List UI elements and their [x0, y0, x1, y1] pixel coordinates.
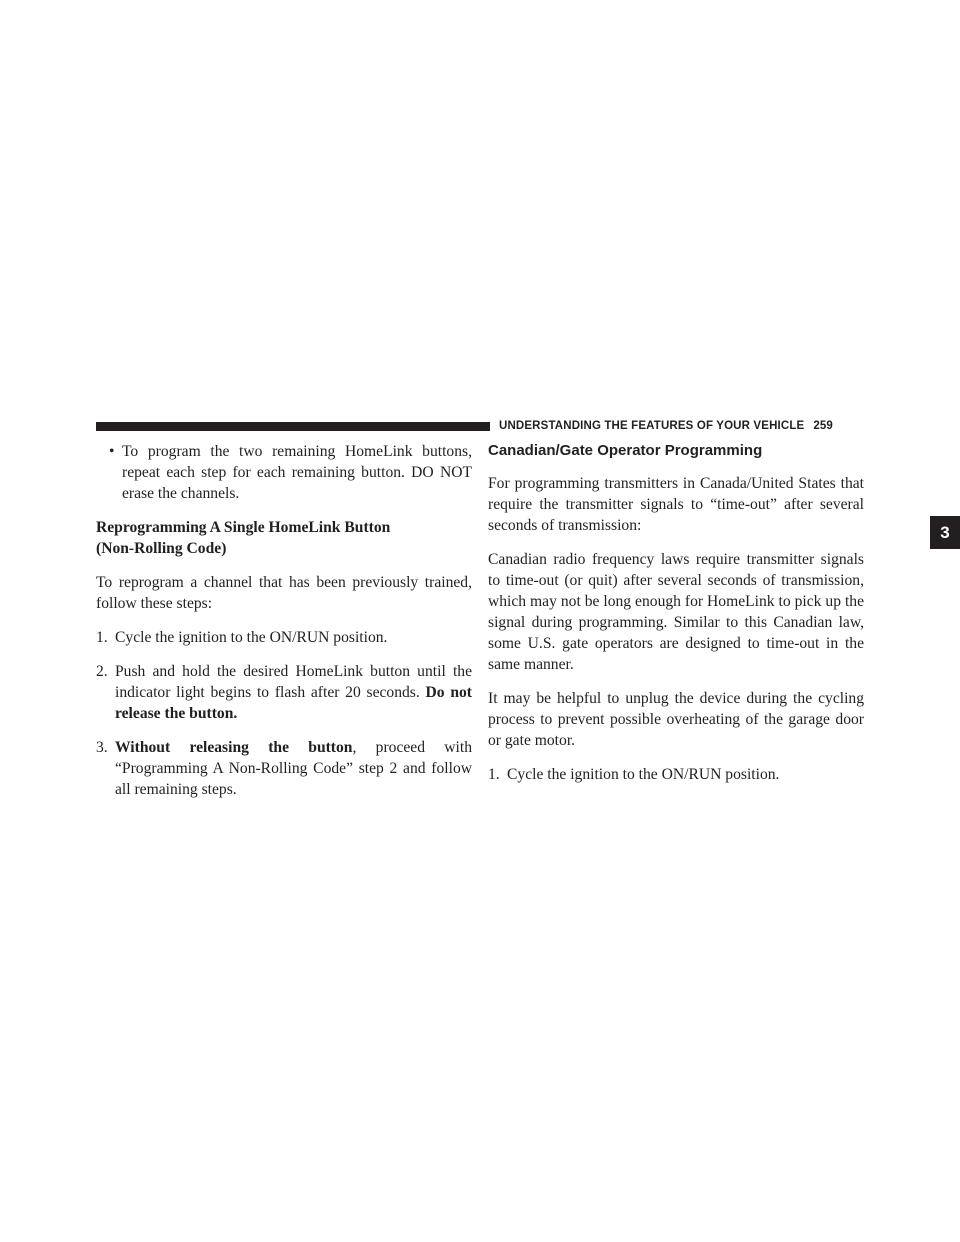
paragraph-1: For programming transmitters in Canada/United States that require the transmitter signals to “time-out” after several seconds of transmission:	[488, 475, 864, 534]
step-text: Cycle the ignition to the ON/RUN position.	[507, 766, 780, 783]
chapter-tab: 3	[930, 516, 960, 549]
header-rule	[96, 422, 490, 431]
right-column	[488, 441, 864, 798]
section-title: UNDERSTANDING THE FEATURES OF YOUR VEHICLE	[499, 420, 805, 432]
step-2	[96, 661, 472, 724]
page-number: 259	[813, 420, 833, 432]
step-text: Push and hold the desired HomeLink button until the indicator light begins to flash after 20 seconds.	[115, 663, 472, 701]
step-3	[96, 737, 472, 800]
step-number: 2.	[96, 663, 108, 680]
left-column	[96, 441, 472, 813]
bullet-item	[96, 441, 472, 504]
bullet-icon: •	[109, 443, 115, 460]
intro-paragraph: To reprogram a channel that has been previously trained, follow these steps:	[96, 574, 472, 612]
step-number: 1.	[488, 766, 500, 783]
step-number: 1.	[96, 629, 108, 646]
step-emphasis: Without releasing the button	[115, 739, 353, 756]
bullet-text: To program the two remaining HomeLink buttons, repeat each step for each remaining button. DO NOT erase the channels.	[122, 443, 472, 502]
step-text: Cycle the ignition to the ON/RUN position.	[115, 629, 388, 646]
step-1	[488, 764, 864, 785]
subheading	[96, 517, 472, 559]
step-number: 3.	[96, 739, 108, 756]
subheading-line2: (Non-Rolling Code)	[96, 540, 227, 557]
section-heading: Canadian/Gate Operator Programming	[488, 442, 763, 459]
paragraph-3: It may be helpful to unplug the device during the cycling process to prevent possible overheating of the garage door or gate motor.	[488, 690, 864, 749]
step-1	[96, 627, 472, 648]
paragraph-2: Canadian radio frequency laws require transmitter signals to time-out (or quit) after several seconds of transmission, which may not be long enough for HomeLink to pick up the signal during programming. Similar to this Canadian law, some U.S. gate operators are designed to time-out in the same manner.	[488, 551, 864, 673]
step-warning: Do not release the button.	[115, 684, 472, 722]
step-text: , proceed with “Programming A Non-Rolling Code” step 2 and follow all remaining steps.	[115, 739, 473, 798]
subheading-line1: Reprogramming A Single HomeLink Button	[96, 519, 391, 536]
running-header	[499, 418, 863, 434]
